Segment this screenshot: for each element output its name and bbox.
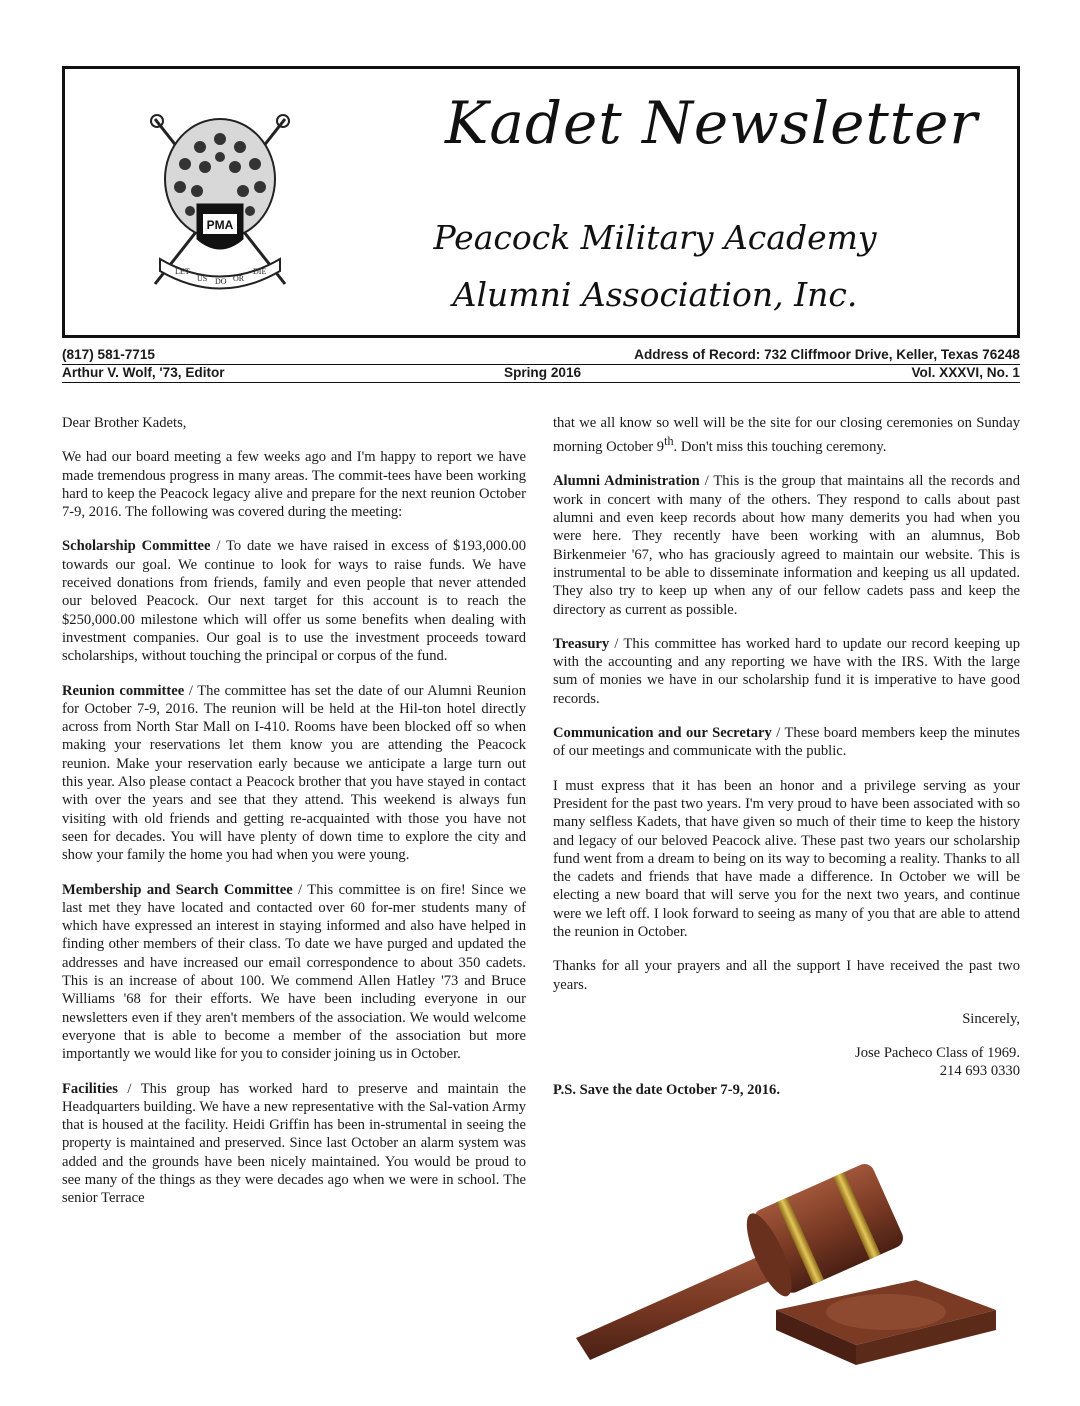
reunion-section [62, 682, 526, 865]
organization-name [395, 209, 915, 323]
issue-season: Spring 2016 [504, 365, 582, 380]
crest-letters: PMA [206, 218, 234, 232]
section-heading: Facilities [62, 1080, 118, 1097]
masthead [62, 66, 1020, 338]
signer-phone: 214 693 0330 [939, 1063, 1020, 1080]
motto-word: DIE [253, 267, 267, 276]
section-body: / The committee has set the date of our Alumni Reunion for October 7-9, 2016. The reunion will be held at the Hil-ton hotel directly across from North Star Mall on I-410. Rooms have been blocked off so when making your reservations let them know you are attending the Peacock reunion. Make your reservation early because we anticipate a large turn out this year. Also please contact a Peacock brother that you have stayed in contact with over the years and see that they attend. This weekend is always fun visiting with old friends and getting re-acquainted with those you have not seen for decades. You will have plenty of down time to explore the city and show your family the home you had when you were young. [62, 682, 526, 864]
ordinal-suffix: th [664, 434, 674, 449]
section-body: / To date we have raised in excess of $193,000.00 towards our goal. We continue to look for ways to raise funds. We have received donations from friends, family and even people that never attended our beloved Peacock. Our next target for this account is to reach the $250,000.00 milestone which will offer us some benefits when dealing with investment companies. Our goal is to use the investment proceeds toward scholarships, without touching the principal or corpus of the fund. [62, 538, 526, 665]
issue-volume: Vol. XXXVI, No. 1 [911, 365, 1020, 380]
membership-section [62, 881, 526, 1064]
postscript: P.S. Save the date October 7-9, 2016. [553, 1081, 781, 1098]
phone-number: (817) 581-7715 [62, 347, 155, 362]
section-heading: Treasury [553, 635, 610, 652]
gavel-image [576, 1160, 996, 1370]
newsletter-title: Kadet Newsletter [445, 89, 979, 157]
contact-row [62, 347, 1020, 365]
section-body: / This is the group that maintains all the records and work in concert with many of the others. They respond to calls about past alumni and even keep records about how many demerits you had when you were here. They recently have been working with an alumnus, Bob Birkenmeier '67, who has graciously agreed to maintain our website. This is instrumental to be able to disseminate information and keeping us all updated. They also try to keep up when any of our fellow cadets pass and keep the directory as current as possible. [553, 473, 1021, 618]
facilities-continued-end: . Don't miss this touching ceremony. [673, 439, 887, 456]
treasury-section [553, 635, 1020, 708]
signer-name: Jose Pacheco Class of 1969. [855, 1045, 1020, 1062]
greeting: Dear Brother Kadets, [62, 415, 187, 431]
letter-column-right [553, 414, 1020, 1115]
section-heading: Alumni Administration [553, 473, 700, 490]
section-heading: Membership and Search Committee [62, 881, 293, 898]
facilities-continued-text: that we all know so well will be the site for our closing ceremonies on Sunday morning October 9 [553, 415, 1020, 456]
scholarship-section [62, 537, 526, 665]
section-heading: Reunion committee [62, 682, 185, 699]
academy-crest-logo [145, 99, 295, 299]
section-body: / This committee is on fire! Since we last met they have located and contacted over 60 for-mer students many of which have expressed an interest in staying informed and also have helped in finding other members of their class. To date we have purged and updated the addresses and have increased our email correspondence to about 350 cadets. This is an increase of about 100. We commend Allen Hatley '73 and Bruce Williams '68 for their efforts. We have been including everyone in our newsletters even if they aren't members of the association. We would welcome everyone that is able to become a member of the association but more importantly we would like for you to consider joining us in October. [62, 881, 527, 1063]
facilities-section [62, 1080, 526, 1208]
admin-section [553, 472, 1020, 618]
motto-word: DO [215, 277, 227, 286]
closing-paragraph: I must express that it has been an honor and a privilege serving as your President for the past two years. I'm very proud to have been associated with so many selfless Kadets, that have given so much of their time to keep the history and legacy of our beloved Peacock alive. These past two years our scholarship fund went from a dream to being on its way to becoming a reality. Thanks to all the cadets and friends that have made a difference. In October we will be electing a new board that will serve you for the next two years, and continue were we left off. I look forward to seeing as many of you that are able to attend the reunion in October. [553, 777, 1020, 940]
issue-row [62, 365, 1020, 383]
address-of-record: Address of Record: 732 Cliffmoor Drive, Keller, Texas 76248 [634, 347, 1020, 362]
section-body: / This group has worked hard to preserve and maintain the Headquarters building. We have a new representative with the Sal-vation Army that is housed at the facility. Heidi Griffin has been in-strumental in seeing the property is maintained and preserved. Since last October an alarm system was added and the grounds have been nicely maintained. You would be proud to see many of the things as they were decades ago when we were in school. The senior Terrace [62, 1080, 526, 1207]
facilities-continued [553, 414, 1020, 456]
section-heading: Communication and our Secretary [553, 725, 772, 742]
organization-name-line1: Peacock Military Academy [433, 218, 877, 257]
communication-section [553, 724, 1020, 761]
section-heading: Scholarship Committee [62, 538, 211, 555]
section-body: / These board members keep the minutes of our meetings and communicate with the public. [553, 725, 1020, 760]
organization-name-line2: Alumni Association, Inc. [452, 275, 858, 314]
section-body: / This committee has worked hard to update our record keeping up with the accounting and any reporting we have with the IRS. With the large sum of monies we have in our scholarship fund it is imperative to have good records. [553, 635, 1020, 707]
editor-credit: Arthur V. Wolf, '73, Editor [62, 365, 225, 380]
signoff: Sincerely, [962, 1010, 1020, 1027]
signature-block [553, 1044, 1020, 1081]
motto-word: US [197, 274, 208, 283]
motto-word: OR [233, 274, 245, 283]
thanks-paragraph: Thanks for all your prayers and all the support I have received the past two years. [553, 958, 1020, 993]
intro-paragraph: We had our board meeting a few weeks ago and I'm happy to report we have made tremendous progress in many areas. The commit-tees have been working hard to keep the Peacock legacy alive and prepare for the next reunion October 7-9, 2016. The following was covered during the meeting: [62, 449, 526, 521]
letter-column-left [62, 414, 526, 1224]
motto-word: LET [175, 267, 190, 276]
